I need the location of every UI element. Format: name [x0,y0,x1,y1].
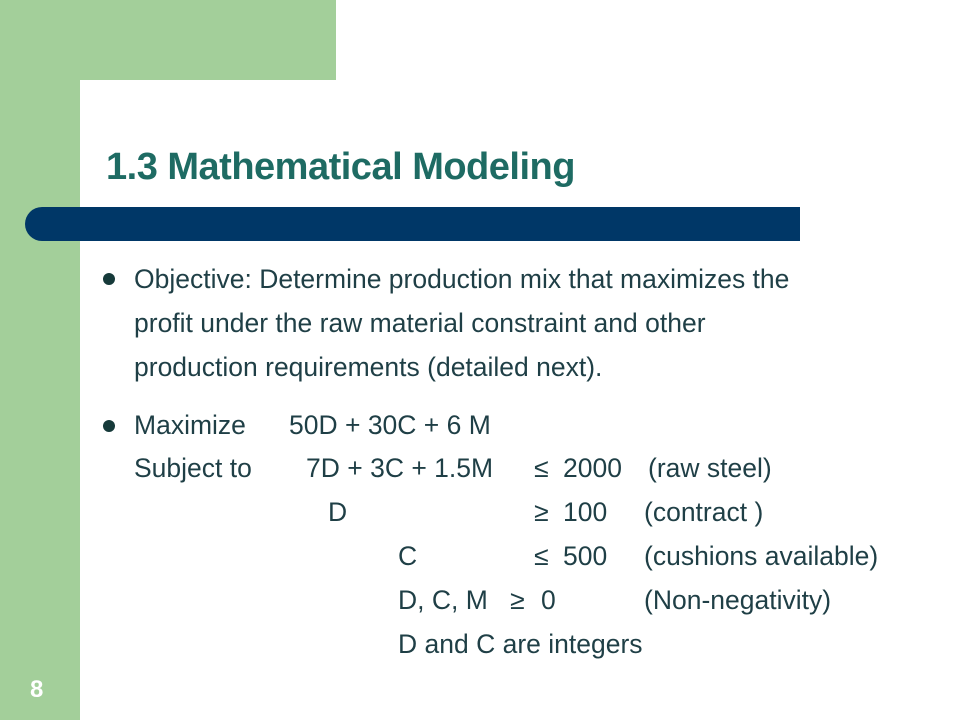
constraint4-note: (Non-negativity) [644,585,832,615]
constraint1-rhs: 2000 [563,453,622,483]
constraint3-note: (cushions available) [644,541,879,571]
subject-to-label: Subject to [134,453,252,483]
objective-expression: 50D + 30C + 6 M [289,410,491,440]
maximize-label: Maximize [134,410,246,440]
constraint1-expression: 7D + 3C + 1.5M [306,453,494,483]
objective-line-2: profit under the raw material constraint and other [134,308,706,338]
constraint2-symbol: ≥ [534,497,549,527]
bullet-dot [103,273,115,285]
objective-line-1: Objective: Determine production mix that maximizes the [134,264,790,294]
constraint4-variables: D, C, M [398,585,488,615]
objective-line-3: production requirements (detailed next). [134,352,603,382]
constraint1-symbol: ≤ [534,453,549,483]
constraint2-variable: D [328,497,348,527]
integer-constraint-note: D and C are integers [398,629,643,659]
bullet-dot [103,420,115,432]
constraint4-symbol: ≥ [510,585,525,615]
constraint2-rhs: 100 [563,497,608,527]
constraint2-note: (contract ) [644,497,764,527]
constraint3-variable: C [398,541,418,571]
constraint4-rhs: 0 [541,585,556,615]
constraint1-note: (raw steel) [648,453,772,483]
slide-title: 1.3 Mathematical Modeling [106,146,575,188]
constraint3-symbol: ≤ [534,541,549,571]
slide-number: 8 [30,676,44,703]
constraint3-rhs: 500 [563,541,608,571]
